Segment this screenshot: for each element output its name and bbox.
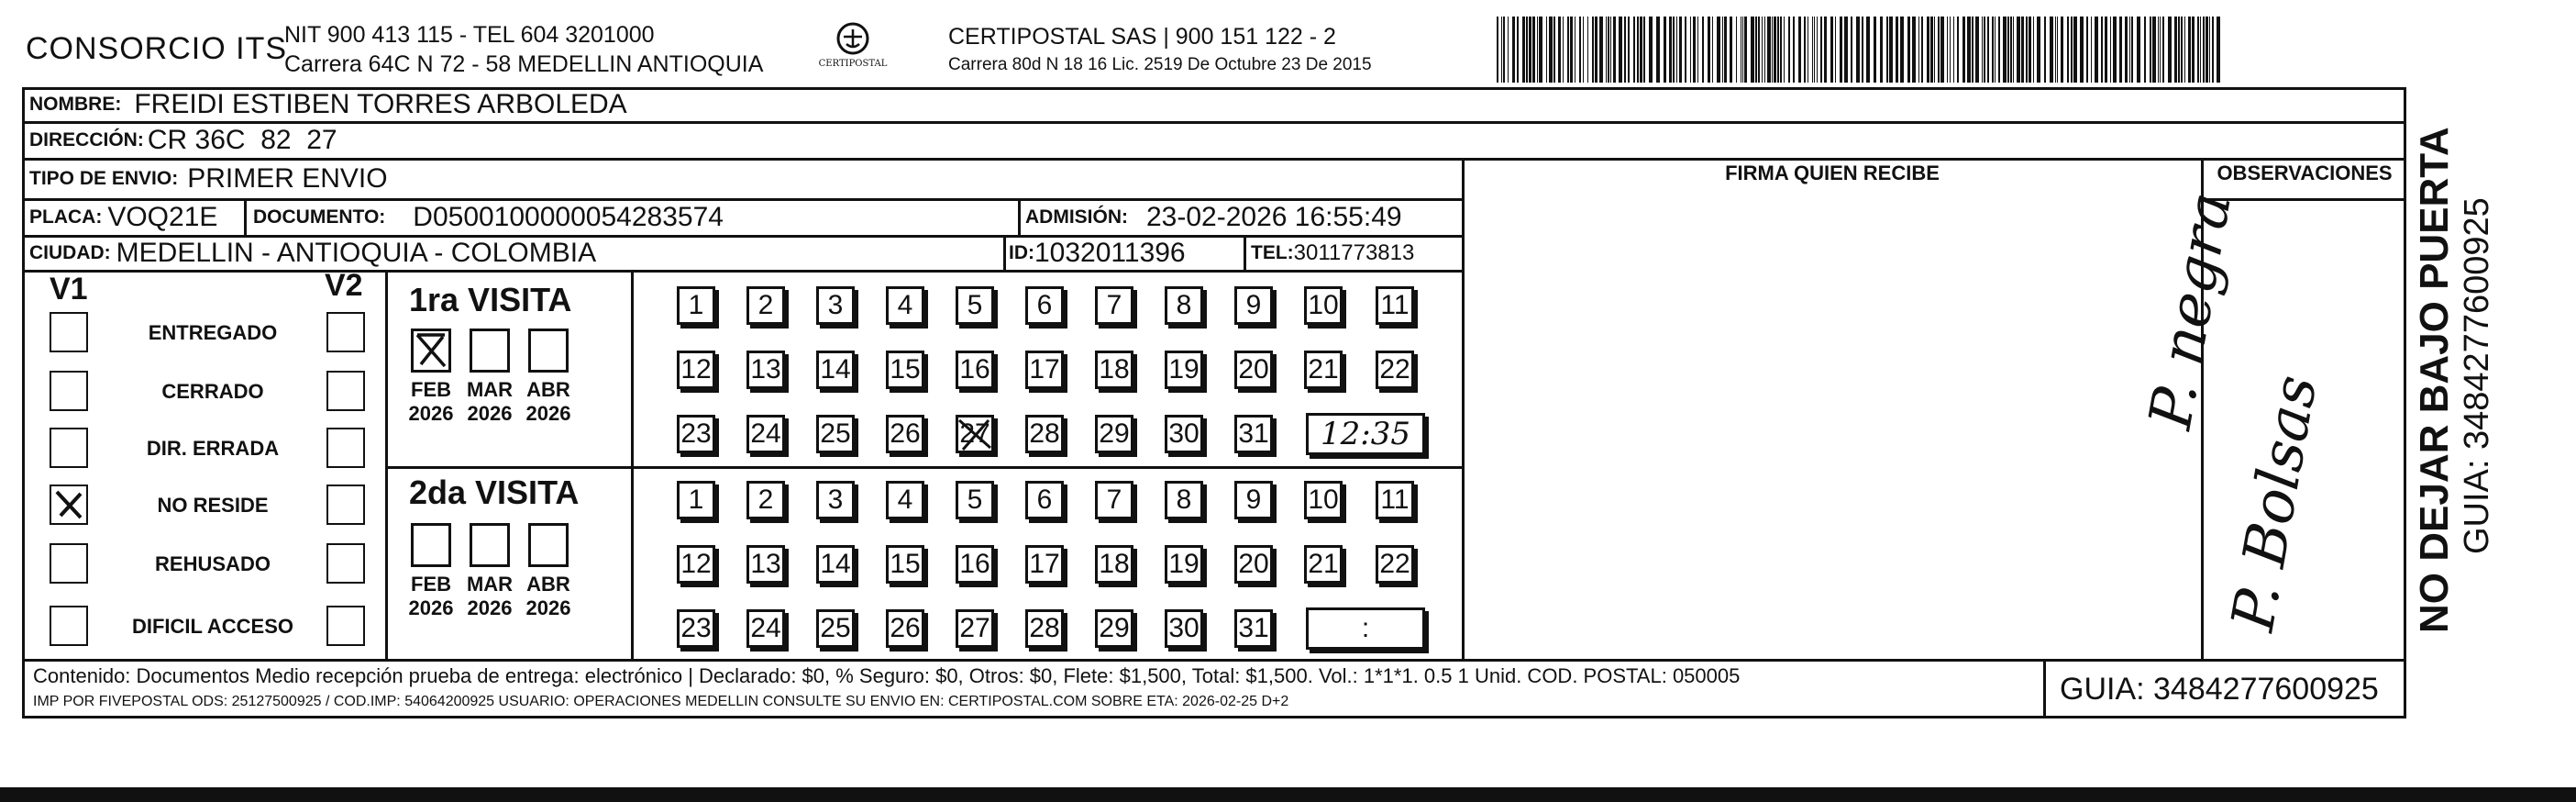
month-checkbox[interactable] bbox=[470, 523, 510, 567]
id-label: ID: bbox=[1009, 242, 1034, 263]
visit2-title: 2da VISITA bbox=[409, 473, 580, 511]
certipostal-logo bbox=[816, 20, 890, 77]
observations-header: OBSERVACIONES bbox=[2217, 162, 2393, 184]
v1-header: V1 bbox=[50, 272, 88, 306]
v2-header: V2 bbox=[325, 268, 363, 303]
footer-imp: IMP POR FIVEPOSTAL ODS: 25127500925 / COD.IMP: 54064200925 USUARIO: OPERACIONES MEDELLIN CONSULTE SU ENVIO EN: CERTIPOSTAL.COM SOBRE ETA: 2026-02-25 D+2 bbox=[33, 694, 1289, 709]
month-year: 2026 bbox=[408, 596, 454, 619]
day-box[interactable]: 15 bbox=[886, 545, 924, 584]
v2-checkbox[interactable] bbox=[326, 485, 365, 525]
footer-content: Contenido: Documentos Medio recepción prueba de entrega: electrónico | Declarado: $0, % Seguro: $0, Otros: $0, Flete: $1,500, Total: $1,500. Vol.: 1*1*1. 0.5 1 Unid. COD. POSTAL: 050005 bbox=[33, 664, 1741, 687]
day-box[interactable]: 5 bbox=[956, 286, 994, 325]
month-year: 2026 bbox=[525, 596, 571, 619]
month-label: FEB bbox=[411, 378, 451, 401]
day-box[interactable]: 9 bbox=[1234, 286, 1273, 325]
v2-checkbox[interactable] bbox=[326, 606, 365, 646]
day-box[interactable]: 10 bbox=[1304, 286, 1343, 325]
carrier-address: Carrera 80d N 18 16 Lic. 2519 De Octubre 23 De 2015 bbox=[948, 55, 1372, 74]
city-label: CIUDAD: bbox=[29, 242, 111, 263]
day-box[interactable]: 28 bbox=[1025, 609, 1064, 648]
observations-handwriting-1: P. negra bbox=[2137, 187, 2245, 434]
day-box[interactable]: 27 bbox=[956, 415, 994, 453]
day-box[interactable]: 17 bbox=[1025, 351, 1064, 389]
month-checkbox[interactable] bbox=[528, 329, 569, 373]
v1-checkbox[interactable] bbox=[50, 371, 88, 411]
day-box[interactable]: 14 bbox=[816, 351, 855, 389]
time-box[interactable]: 12:35 bbox=[1306, 413, 1425, 455]
day-box[interactable]: 5 bbox=[956, 481, 994, 519]
day-box[interactable]: 3 bbox=[816, 481, 855, 519]
day-box[interactable]: 9 bbox=[1234, 481, 1273, 519]
day-box[interactable]: 11 bbox=[1376, 481, 1414, 519]
day-box[interactable]: 22 bbox=[1376, 545, 1414, 584]
day-box[interactable]: 11 bbox=[1376, 286, 1414, 325]
carrier-name: CERTIPOSTAL SAS | 900 151 122 - 2 bbox=[948, 24, 1336, 50]
day-box[interactable]: 12 bbox=[677, 351, 715, 389]
day-box[interactable]: 3 bbox=[816, 286, 855, 325]
day-box[interactable]: 27 bbox=[956, 609, 994, 648]
day-box[interactable]: 8 bbox=[1165, 481, 1203, 519]
day-box[interactable]: 4 bbox=[886, 286, 924, 325]
day-box[interactable]: 24 bbox=[746, 415, 785, 453]
city-value: MEDELLIN - ANTIOQUIA - COLOMBIA bbox=[116, 238, 597, 268]
tel-value: 3011773813 bbox=[1293, 240, 1415, 265]
day-box[interactable]: 4 bbox=[886, 481, 924, 519]
day-box[interactable]: 26 bbox=[886, 415, 924, 453]
time-box[interactable]: : bbox=[1306, 607, 1425, 650]
name-label: NOMBRE: bbox=[29, 94, 122, 115]
day-box[interactable]: 1 bbox=[677, 481, 715, 519]
v2-checkbox[interactable] bbox=[326, 312, 365, 352]
company-nit: NIT 900 413 115 - TEL 604 3201000 bbox=[284, 22, 655, 48]
barcode bbox=[1497, 17, 2230, 83]
month-label: ABR bbox=[526, 378, 570, 401]
day-box[interactable]: 22 bbox=[1376, 351, 1414, 389]
plate-label: PLACA: bbox=[29, 206, 103, 228]
month-label: ABR bbox=[526, 573, 570, 596]
day-box[interactable]: 19 bbox=[1165, 545, 1203, 584]
bottom-strip bbox=[0, 787, 2576, 802]
status-label: NO RESIDE bbox=[157, 494, 269, 517]
day-box[interactable]: 30 bbox=[1165, 609, 1203, 648]
admission-value: 23-02-2026 16:55:49 bbox=[1146, 202, 1402, 232]
day-box[interactable]: 31 bbox=[1234, 609, 1273, 648]
day-box[interactable]: 16 bbox=[956, 351, 994, 389]
day-box[interactable]: 15 bbox=[886, 351, 924, 389]
document-value: D0500100000054283574 bbox=[413, 202, 724, 232]
document-label: DOCUMENTO: bbox=[253, 206, 386, 228]
month-year: 2026 bbox=[467, 402, 513, 425]
month-label: MAR bbox=[466, 573, 514, 596]
v1-checkbox[interactable] bbox=[50, 485, 88, 525]
address-label: DIRECCIÓN: bbox=[29, 129, 144, 150]
day-box[interactable]: 19 bbox=[1165, 351, 1203, 389]
day-box[interactable]: 30 bbox=[1165, 415, 1203, 453]
observations-handwriting-2: P. Bolsas bbox=[2219, 370, 2331, 636]
month-label: FEB bbox=[411, 573, 451, 596]
v2-checkbox[interactable] bbox=[326, 543, 365, 584]
v1-checkbox[interactable] bbox=[50, 606, 88, 646]
day-box[interactable]: 28 bbox=[1025, 415, 1064, 453]
day-box[interactable]: 23 bbox=[677, 415, 715, 453]
day-box[interactable]: 13 bbox=[746, 351, 785, 389]
shipment-type: PRIMER ENVIO bbox=[187, 163, 388, 194]
day-box[interactable]: 29 bbox=[1095, 609, 1133, 648]
company-name: CONSORCIO ITS bbox=[26, 31, 288, 66]
tel-label: TEL: bbox=[1251, 242, 1294, 263]
v1-checkbox[interactable] bbox=[50, 428, 88, 468]
day-box[interactable]: 6 bbox=[1025, 481, 1064, 519]
day-box[interactable]: 16 bbox=[956, 545, 994, 584]
side-warning: NO DEJAR BAJO PUERTA bbox=[2412, 127, 2457, 633]
side-guia: GUIA: 3484277600925 bbox=[2458, 197, 2496, 554]
day-box[interactable]: 18 bbox=[1095, 545, 1133, 584]
footer-guia: GUIA: 3484277600925 bbox=[2060, 672, 2379, 707]
status-label: CERRADO bbox=[161, 380, 264, 403]
day-box[interactable]: 26 bbox=[886, 609, 924, 648]
day-box[interactable]: 20 bbox=[1234, 545, 1273, 584]
day-box[interactable]: 2 bbox=[746, 481, 785, 519]
month-label: MAR bbox=[466, 378, 514, 401]
month-checkbox[interactable] bbox=[411, 523, 451, 567]
day-box[interactable]: 1 bbox=[677, 286, 715, 325]
month-checkbox[interactable] bbox=[470, 329, 510, 373]
plate-value: VOQ21E bbox=[107, 202, 218, 232]
month-year: 2026 bbox=[525, 402, 571, 425]
day-box[interactable]: 13 bbox=[746, 545, 785, 584]
day-box[interactable]: 7 bbox=[1095, 481, 1133, 519]
day-box[interactable]: 29 bbox=[1095, 415, 1133, 453]
day-box[interactable]: 8 bbox=[1165, 286, 1203, 325]
day-box[interactable]: 6 bbox=[1025, 286, 1064, 325]
v1-checkbox[interactable] bbox=[50, 312, 88, 352]
day-box[interactable]: 7 bbox=[1095, 286, 1133, 325]
v2-checkbox[interactable] bbox=[326, 428, 365, 468]
month-checkbox[interactable] bbox=[411, 329, 451, 373]
day-box[interactable]: 18 bbox=[1095, 351, 1133, 389]
recipient-address: CR 36C 82 27 bbox=[147, 125, 337, 155]
admission-label: ADMISIÓN: bbox=[1025, 206, 1128, 228]
signature-header: FIRMA QUIEN RECIBE bbox=[1725, 162, 1940, 184]
day-box[interactable]: 21 bbox=[1304, 351, 1343, 389]
company-address: Carrera 64C N 72 - 58 MEDELLIN ANTIOQUIA bbox=[284, 51, 764, 77]
recipient-name: FREIDI ESTIBEN TORRES ARBOLEDA bbox=[134, 89, 627, 119]
day-box[interactable]: 17 bbox=[1025, 545, 1064, 584]
status-label: ENTREGADO bbox=[148, 321, 278, 344]
id-value: 1032011396 bbox=[1034, 238, 1186, 268]
day-box[interactable]: 10 bbox=[1304, 481, 1343, 519]
signature-area[interactable] bbox=[1465, 202, 2199, 657]
status-label: DIR. ERRADA bbox=[146, 437, 280, 460]
day-box[interactable]: 21 bbox=[1304, 545, 1343, 584]
logo-text: CERTIPOSTAL bbox=[818, 59, 888, 69]
day-box[interactable]: 12 bbox=[677, 545, 715, 584]
day-box[interactable]: 25 bbox=[816, 415, 855, 453]
v2-checkbox[interactable] bbox=[326, 371, 365, 411]
day-box[interactable]: 31 bbox=[1234, 415, 1273, 453]
visit1-title: 1ra VISITA bbox=[409, 281, 572, 318]
day-box[interactable]: 23 bbox=[677, 609, 715, 648]
day-box[interactable]: 20 bbox=[1234, 351, 1273, 389]
shipment-label: TIPO DE ENVIO: bbox=[29, 168, 179, 189]
status-label: REHUSADO bbox=[155, 552, 271, 575]
day-box[interactable]: 2 bbox=[746, 286, 785, 325]
day-box[interactable]: 24 bbox=[746, 609, 785, 648]
month-year: 2026 bbox=[467, 596, 513, 619]
status-label: DIFICIL ACCESO bbox=[131, 615, 293, 638]
v1-checkbox[interactable] bbox=[50, 543, 88, 584]
month-year: 2026 bbox=[408, 402, 454, 425]
month-checkbox[interactable] bbox=[528, 523, 569, 567]
day-box[interactable]: 14 bbox=[816, 545, 855, 584]
day-box[interactable]: 25 bbox=[816, 609, 855, 648]
